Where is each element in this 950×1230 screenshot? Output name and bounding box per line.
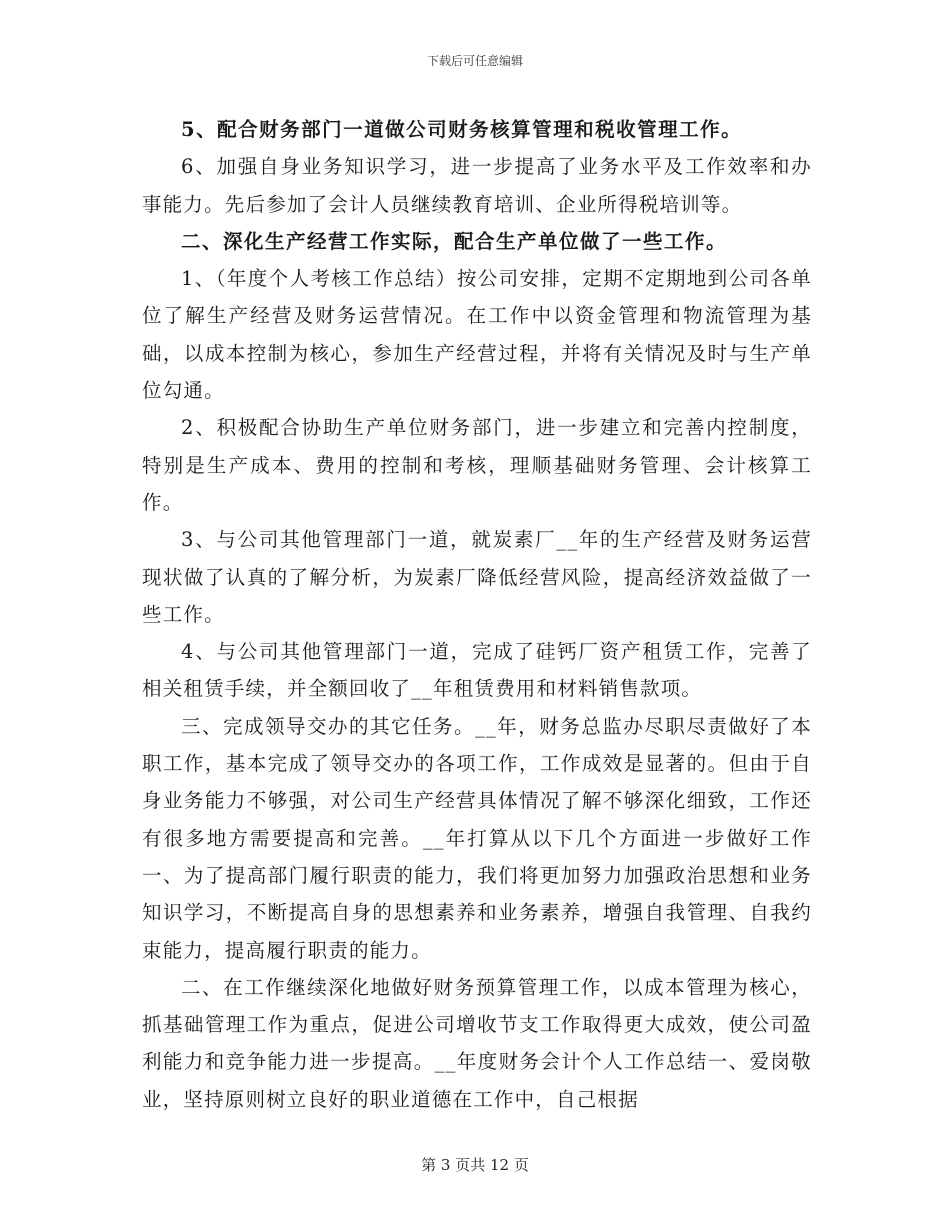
header-note: 下载后可任意编辑 [426,54,523,68]
paragraph-3: 二、深化生产经营工作实际，配合生产单位做了一些工作。 [181,229,728,253]
paragraph-8: 三、完成领导交办的其它任务。__年，财务总监办尽职尽责做好了本职工作，基本完成了领导交办的各项工作，工作成效是显著的。但由于自身业务能力不够强，对公司生产经营具体情况了解不够深化细致，工作还有很多地方需要提高和完善。__年打算从以下几个方面进一步做好工作一、为了提高部门履行职责的能力，我们将更加努力加强政治思想和业务知识学习，不断提高自身的思想素养和业务素养，增强自我管理、自我约束能力，提高履行职责的能力。 [142,714,812,962]
page-number-footer: 第 3 页共 12 页 [421,1156,529,1174]
document-body [142,111,812,1118]
paragraph-6: 3、与公司其他管理部门一道，就炭素厂__年的生产经营及财务运营现状做了认真的了解分析，为炭素厂降低经营风险，提高经济效益做了一些工作。 [142,528,812,626]
paragraph-2: 6、加强自身业务知识学习，进一步提高了业务水平及工作效率和办事能力。先后参加了会计人员继续教育培训、企业所得税培训等。 [142,155,812,216]
paragraph-1: 5、配合财务部门一道做公司财务核算管理和税收管理工作。 [181,118,743,141]
paragraph-9: 二、在工作继续深化地做好财务预算管理工作，以成本管理为核心，抓基础管理工作为重点，促进公司增收节支工作取得更大成效，使公司盈利能力和竞争能力进一步提高。__年度财务会计个人工作总结一、爱岗敬业，坚持原则树立良好的职业道德在工作中，自己根据 [142,975,812,1111]
paragraph-5: 2、积极配合协助生产单位财务部门，进一步建立和完善内控制度，特别是生产成本、费用的控制和考核，理顺基础财务管理、会计核算工作。 [142,416,812,514]
paragraph-7: 4、与公司其他管理部门一道，完成了硅钙厂资产租赁工作，完善了相关租赁手续，并全额回收了__年租赁费用和材料销售款项。 [142,640,812,701]
paragraph-4: 1、（年度个人考核工作总结）按公司安排，定期不定期地到公司各单位了解生产经营及财务运营情况。在工作中以资金管理和物流管理为基础，以成本控制为核心，参加生产经营过程，并将有关情况及时与生产单位勾通。 [142,267,812,403]
